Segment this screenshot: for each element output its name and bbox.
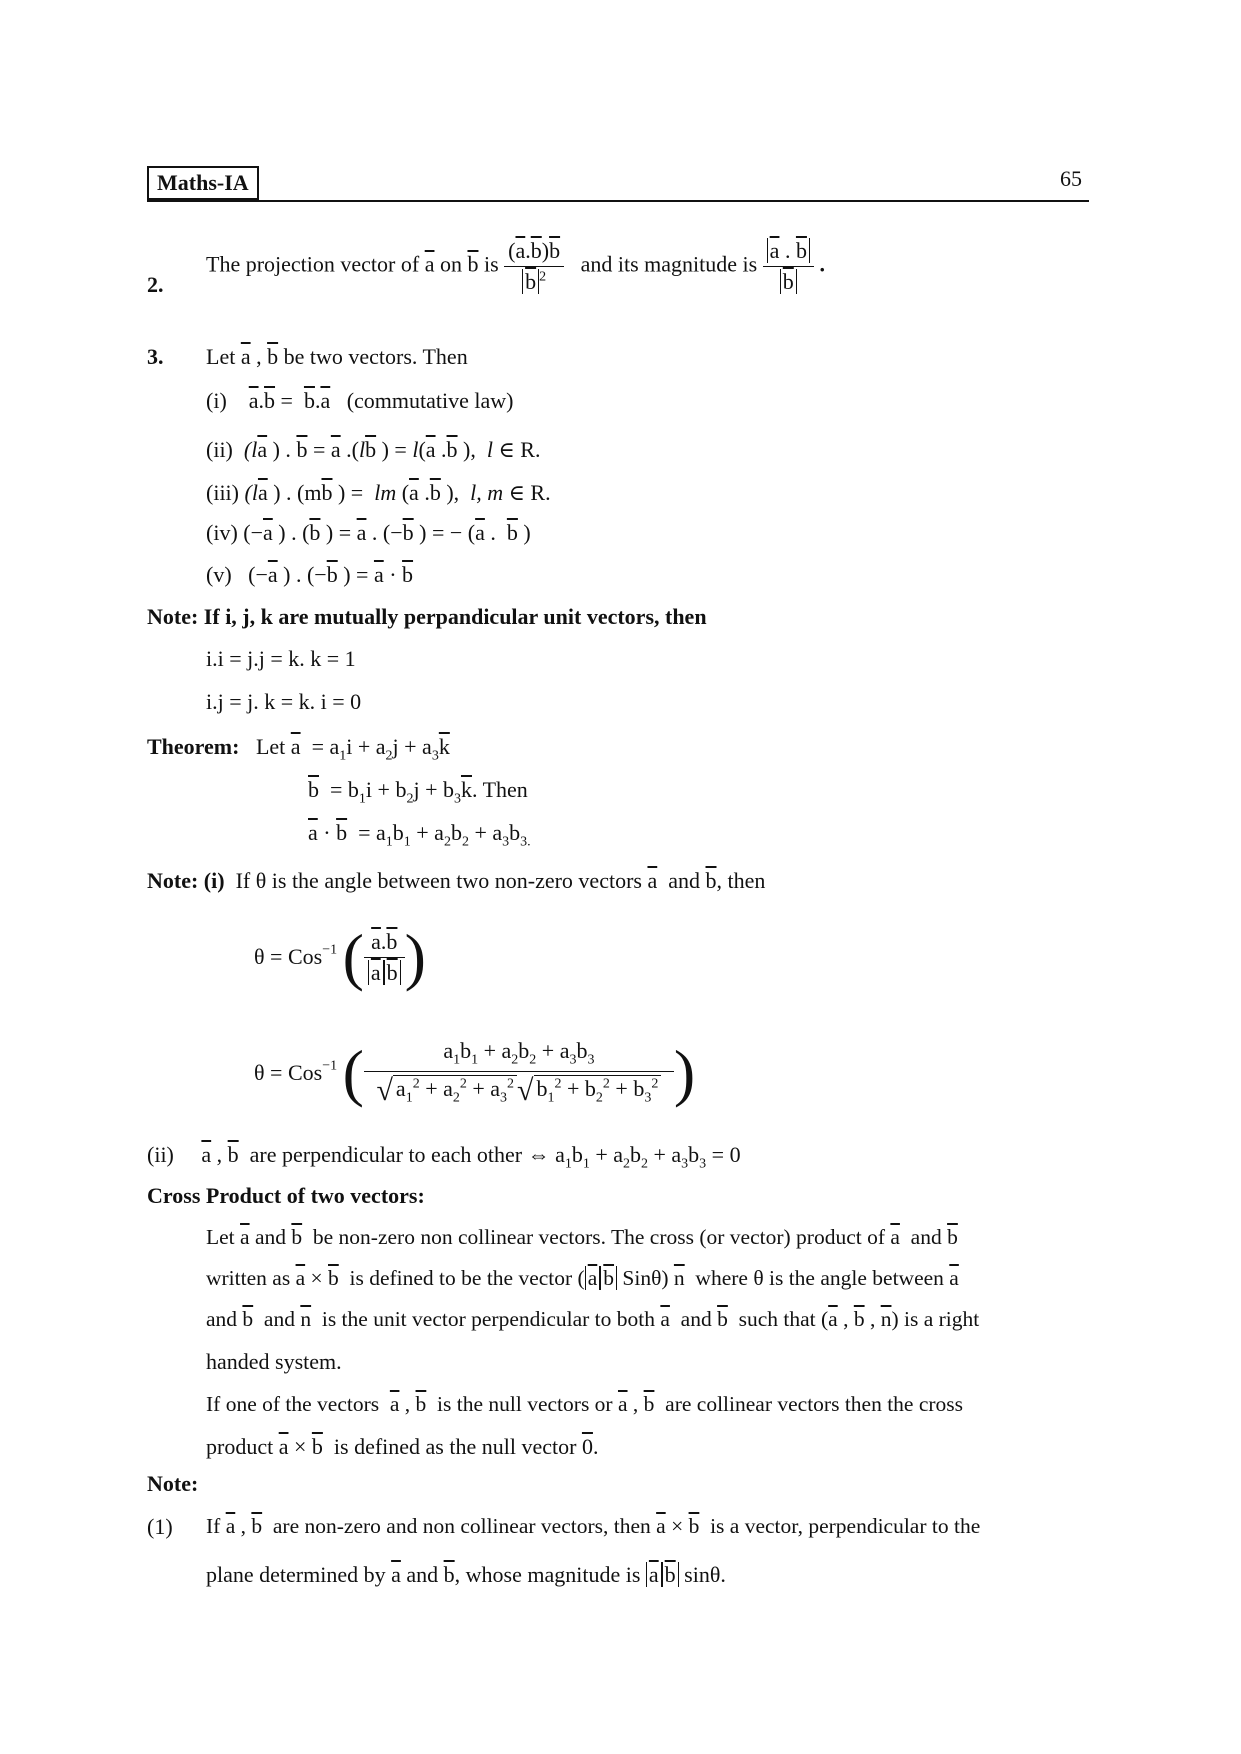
item-3-number: 3.	[147, 344, 164, 369]
cross-p1-line-2: written as $\overline{a} \times \overline{b}$ is defined to be the vector ( $\overline{a}$ $\overline{b}$ Sinθ) $\overline{n}$ where θ is the angle between $\overline{a}$	[206, 1266, 959, 1290]
note-3-line-1: If $\overline{a}$ , $\overline{b}$ are non-zero and non collinear vectors, then $\overline{a} \times \overline{b}$ is a vector, perpendicular to the	[206, 1514, 981, 1538]
item-3-iii: (iii) ($l\overline{a}$ ) . ($m\overline{b}$ ) = lm ($\overline{a}$ $.\overline{b}$ ), l, m ∈ R.	[206, 480, 551, 505]
item-2-number: 2.	[147, 272, 164, 297]
item-3-i: (i) $\overline{a}.\overline{b} = \overline{b}.\overline{a}$ (commutative law)	[206, 388, 514, 413]
cross-p1-line-1: Let $\overline{a}$ and $\overline{b}$ be non-zero non collinear vectors. The cross (or vector) product of $\overline{a}$ and $\overline{b}$	[206, 1225, 958, 1249]
item-3-intro: Let $\overline{a}$ , $\overline{b}$ be two vectors. Then	[206, 344, 468, 369]
angle-formula-2: θ = Cos$^{-1}$ ( $\frac{a_1b_1 + a_2b_2 + a_3b_3}{√ a_1^2 + a_2^2 + a_3^2 √ b_1^2 + b_2^2 + b_3^2}$ )	[254, 1037, 696, 1108]
theorem-line-1: Theorem: Let $\overline{a} = a_1i + a_2j + a_3\overline{k}$	[147, 734, 450, 764]
note-2-ii: (ii) $\overline{a}$ , $\overline{b}$ are perpendicular to each other ⇔ $a_1b_1 + a_2b_2 + a_3b_3 = 0$	[147, 1142, 741, 1172]
item-3-ii: (ii) ($l\overline{a}$ ) . $\overline{b} = \overline{a}$ $.(l\overline{b}$ ) = $l(\overline{a}$ $.\overline{b}$ ), l ∈ R.	[206, 437, 541, 462]
cross-product-heading: Cross Product of two vectors:	[147, 1183, 425, 1208]
note-1-heading: Note: If i, j, k are mutually perpandicular unit vectors, then	[147, 604, 707, 629]
angle-formula-1: θ = Cos$^{-1}$ ( $\frac{\overline{a}.\overline{b}}{\overline{a} \overline{b}}$ )	[254, 921, 426, 992]
item-3-v: (v) ($-\overline{a}$ ) . ($-\overline{b}$ ) = $\overline{a} \cdot \overline{b}$	[206, 562, 414, 587]
cross-p1-line-4: handed system.	[206, 1349, 342, 1374]
note-1-line-1: i.i = j.j = k. k = 1	[206, 646, 356, 671]
theorem-line-2: $\overline{b} = b_1i + b_2j + b_3\overline{k}$. Then	[308, 777, 528, 807]
page-number: 65	[1060, 166, 1082, 191]
cross-p2-line-2: product $\overline{a} \times \overline{b}$ is defined as the null vector 0.	[206, 1434, 599, 1459]
item-2-line: The projection vector of $\overline{a}$ on $\overline{b}$ is $\frac{(\overline{a}.\overline{b})\overline{b}}{\overline{b} ^2}$ and its magnitude is $\frac{\overline{a} . \overline{b}}{b}$ .	[206, 238, 825, 294]
note-1-line-2: i.j = j. k = k. i = 0	[206, 689, 362, 714]
header-rule	[147, 200, 1089, 202]
note-2-line: Note: (i) If θ is the angle between two non-zero vectors $\overline{a}$ and $\overline{b}$, then	[147, 868, 766, 893]
note-3-item-label: (1)	[147, 1514, 173, 1539]
note-3-heading: Note:	[147, 1471, 199, 1496]
projection-magnitude-fraction: $\frac{\overline{a} . \overline{b}}{b}$	[763, 238, 814, 295]
cross-p2-line-1: If one of the vectors $\overline{a}$ , $\overline{b}$ is the null vectors or $\overline{a}$ , $\overline{b}$ are collinear vectors then the cross	[206, 1392, 964, 1416]
item-3-iv: (iv) ($-\overline{a}$ ) . ($\overline{b}$ ) = $\overline{a}$ . ($-\overline{b}$ ) = − ($\overline{a}$ . $\overline{b}$ )	[206, 520, 531, 545]
projection-vector-fraction: $\frac{(\overline{a}.\overline{b})\overline{b}}{\overline{b} ^2}$	[504, 238, 564, 295]
note-3-line-2: plane determined by $\overline{a}$ and $\overline{b}$, whose magnitude is $\overline{a}$ $\overline{b}$ sinθ.	[206, 1562, 726, 1587]
cross-p1-line-3: and $\overline{b}$ and $\overline{n}$ is the unit vector perpendicular to both $\overline{a}$ and $\overline{b}$ such that ($\overline{a}$ , $\overline{b}$ , $\overline{n}$) is a right	[206, 1307, 980, 1331]
header-title: Maths-IA	[147, 166, 259, 200]
theorem-line-3: $\overline{a} \cdot \overline{b} = a_1b_1 + a_2b_2 + a_3b_{3.}$	[308, 820, 531, 850]
